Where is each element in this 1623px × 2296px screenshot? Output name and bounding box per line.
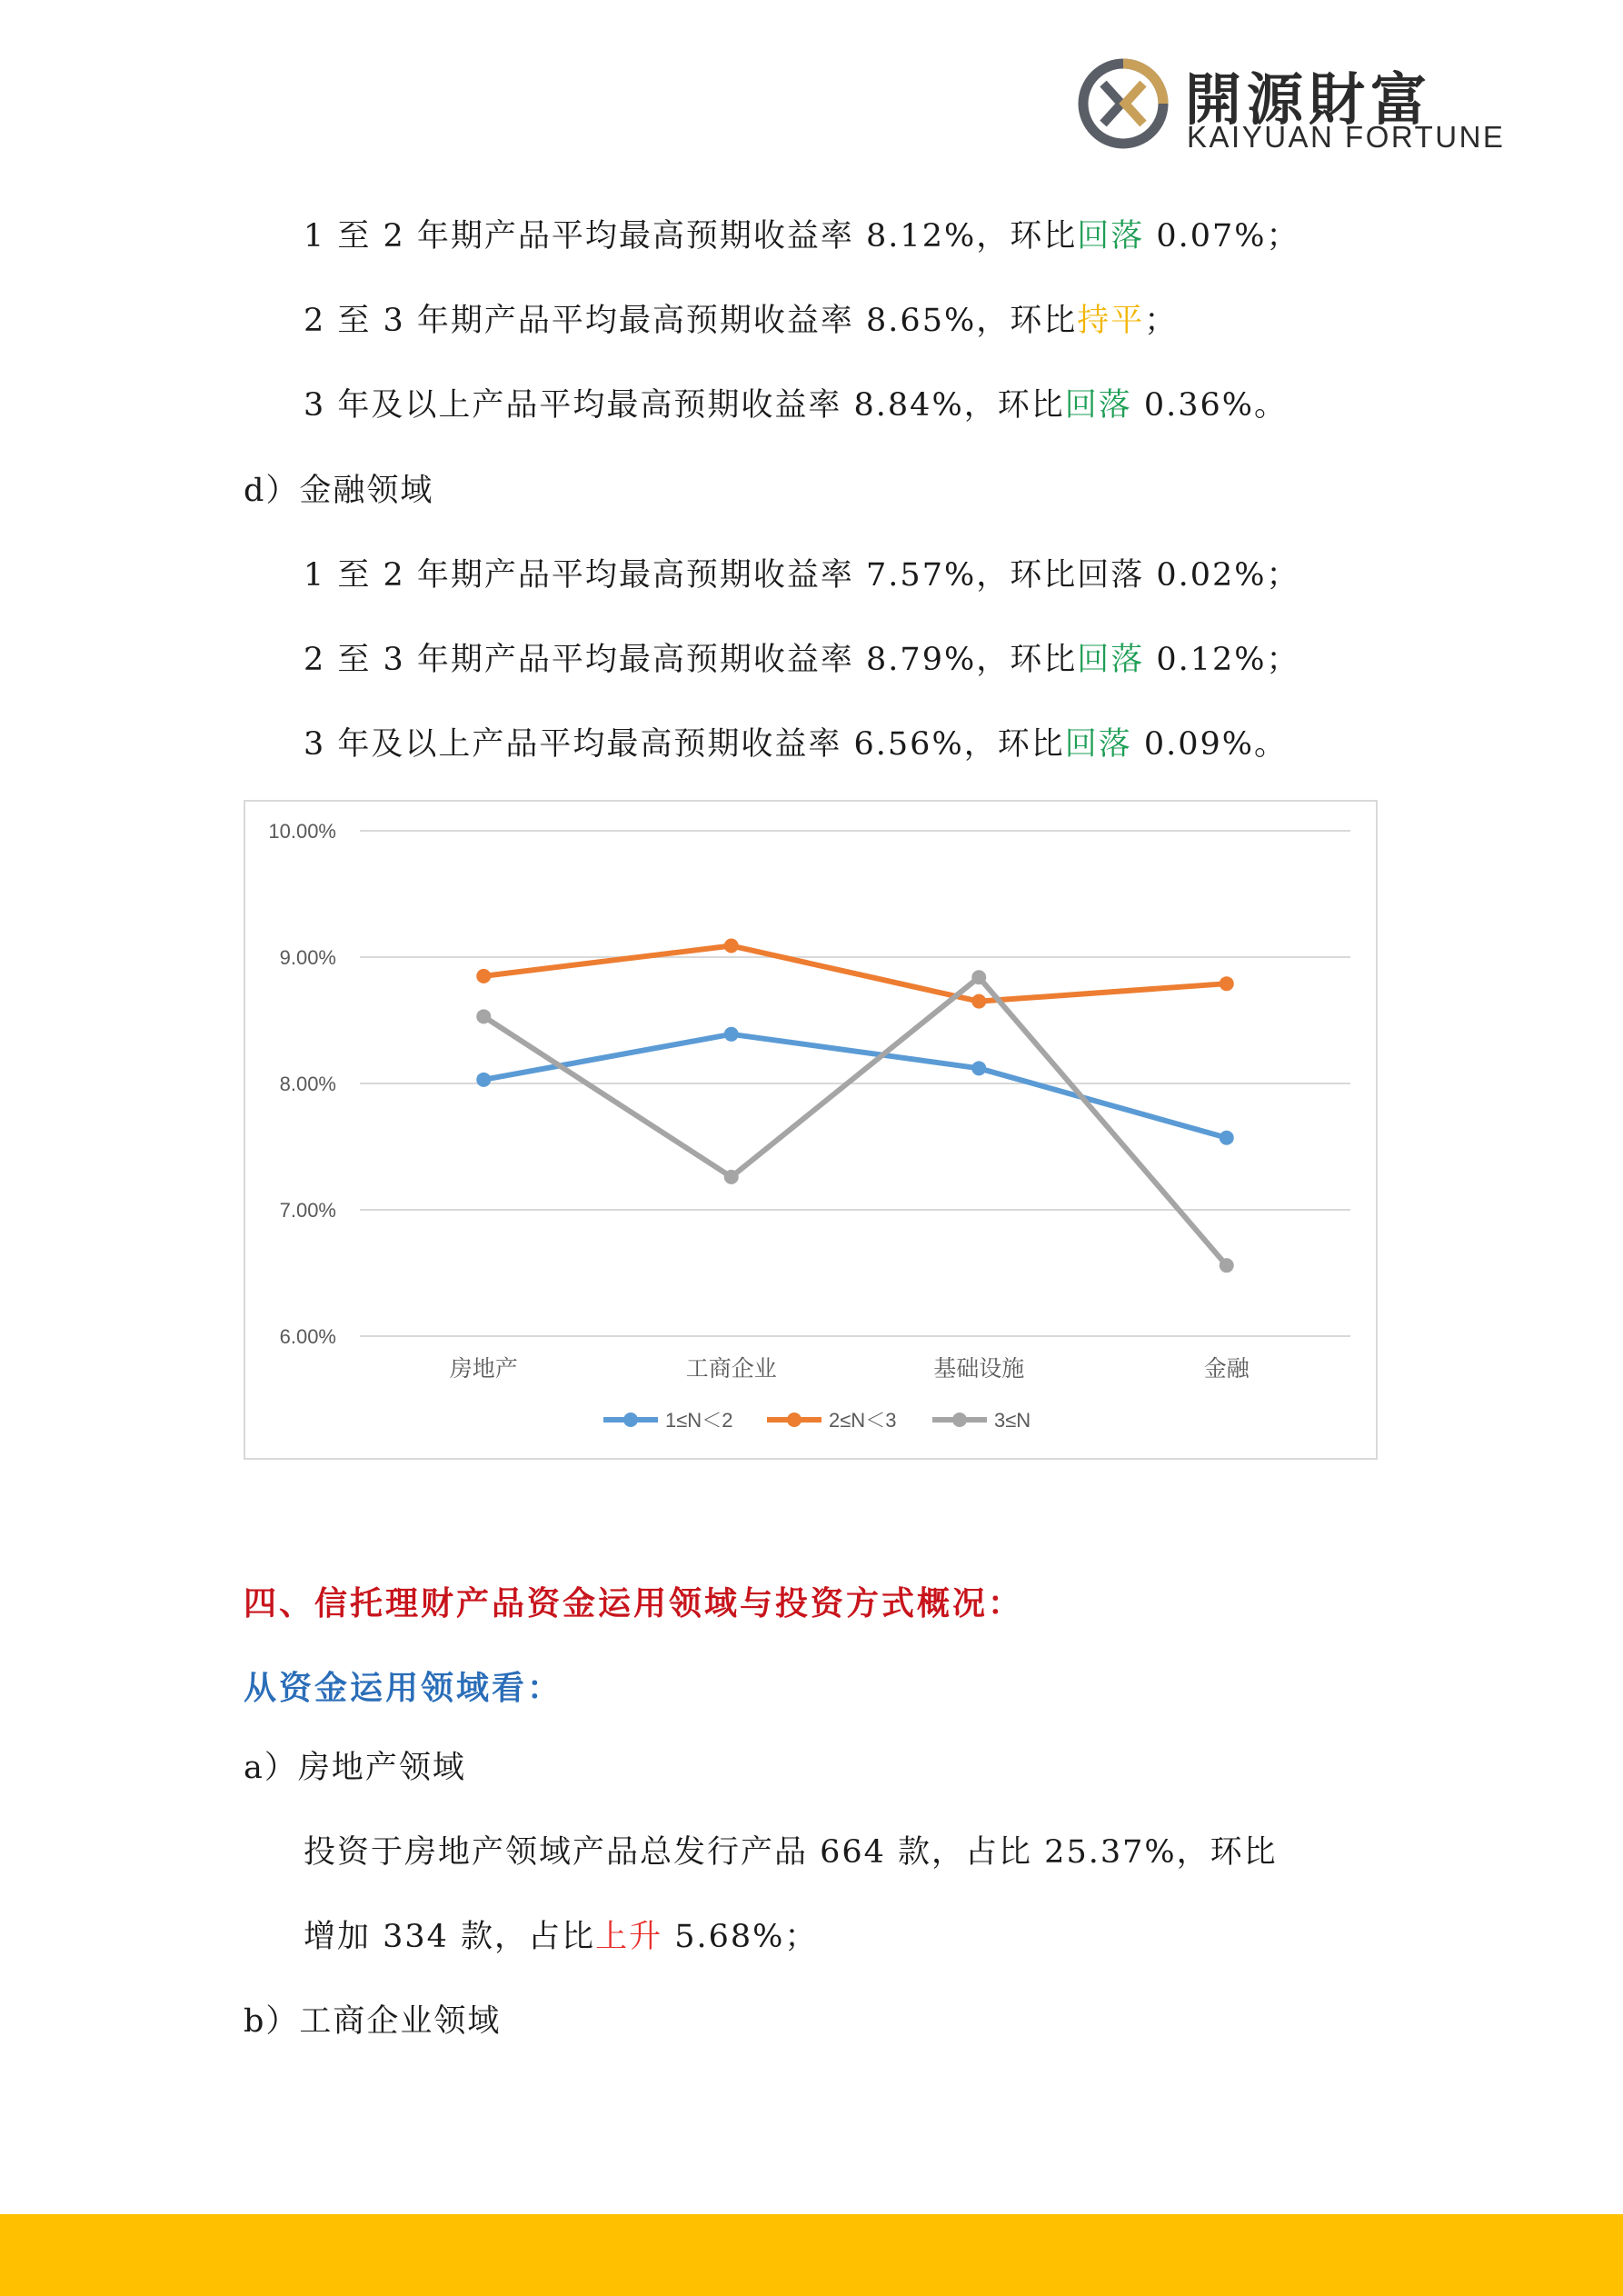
rate-line: 1 至 2 年期产品平均最高预期收益率 8.12%，环比回落 0.07%； xyxy=(304,218,1300,255)
x-tick-label: 基础设施 xyxy=(933,1355,1025,1382)
section-4-subtitle: 从资金运用领域看： xyxy=(244,1669,563,1707)
legend-label: 1≤N＜2 xyxy=(665,1409,733,1432)
kaiyuan-logo-icon xyxy=(1078,56,1169,151)
trend-word: 回落 xyxy=(1077,557,1145,594)
y-tick-label: 7.00% xyxy=(279,1199,336,1222)
data-point xyxy=(476,1073,491,1087)
trend-word: 回落 xyxy=(1064,387,1132,424)
y-tick-label: 10.00% xyxy=(268,820,336,843)
rate-line: 2 至 3 年期产品平均最高预期收益率 8.79%，环比回落 0.12%； xyxy=(304,642,1300,678)
trend-word: 回落 xyxy=(1064,726,1132,763)
data-point xyxy=(1220,1131,1234,1145)
series-line-2 xyxy=(483,945,1227,1001)
trend-word: 持平 xyxy=(1077,303,1145,339)
data-point xyxy=(1220,976,1234,991)
logo-name-cn: 開源財富 xyxy=(1185,66,1433,133)
section-a-label: a）房地产领域 xyxy=(244,1750,466,1786)
legend-marker xyxy=(623,1413,638,1427)
data-point xyxy=(724,1170,739,1184)
section-d-label: d）金融领域 xyxy=(244,473,434,509)
x-tick-label: 工商企业 xyxy=(685,1355,777,1382)
data-point xyxy=(971,970,986,984)
trend-word: 回落 xyxy=(1077,218,1145,255)
data-point xyxy=(971,1061,986,1075)
x-tick-label: 房地产 xyxy=(449,1355,518,1382)
data-point xyxy=(1220,1258,1234,1273)
paragraph-line: 增加 334 款，占比上升 5.68%； xyxy=(304,1919,819,1955)
yield-line-chart xyxy=(244,800,1378,1460)
x-tick-label: 金融 xyxy=(1203,1355,1250,1382)
paragraph-line: 投资于房地产领域产品总发行产品 664 款，占比 25.37%，环比 xyxy=(304,1834,1278,1871)
rate-line: 3 年及以上产品平均最高预期收益率 8.84%，环比回落 0.36%。 xyxy=(304,387,1289,424)
data-point xyxy=(971,994,986,1009)
y-tick-label: 8.00% xyxy=(279,1073,336,1095)
y-tick-label: 6.00% xyxy=(279,1325,336,1348)
legend-label: 3≤N xyxy=(994,1409,1031,1432)
logo-name-en: KAIYUAN FORTUNE xyxy=(1187,120,1506,154)
chart-canvas xyxy=(245,802,1379,1462)
data-point xyxy=(476,969,491,983)
section-b-label: b）工商企业领域 xyxy=(244,2003,502,2040)
section-4-title: 四、信托理财产品资金运用领域与投资方式概况： xyxy=(244,1584,1024,1622)
legend-marker xyxy=(952,1413,967,1427)
rate-line: 3 年及以上产品平均最高预期收益率 6.56%，环比回落 0.09%。 xyxy=(304,726,1289,763)
rate-line: 1 至 2 年期产品平均最高预期收益率 7.57%，环比回落 0.02%； xyxy=(304,557,1300,594)
data-point xyxy=(724,1027,739,1042)
y-tick-label: 9.00% xyxy=(279,946,336,969)
trend-word: 回落 xyxy=(1077,642,1145,678)
trend-word: 上升 xyxy=(595,1919,663,1955)
footer-bar xyxy=(0,2214,1623,2296)
data-point xyxy=(724,938,739,953)
data-point xyxy=(476,1009,491,1023)
rate-line: 2 至 3 年期产品平均最高预期收益率 8.65%，环比持平； xyxy=(304,303,1179,339)
series-line-3 xyxy=(483,977,1227,1265)
company-logo xyxy=(1078,55,1506,164)
legend-label: 2≤N＜3 xyxy=(829,1409,897,1432)
legend-marker xyxy=(787,1413,802,1427)
